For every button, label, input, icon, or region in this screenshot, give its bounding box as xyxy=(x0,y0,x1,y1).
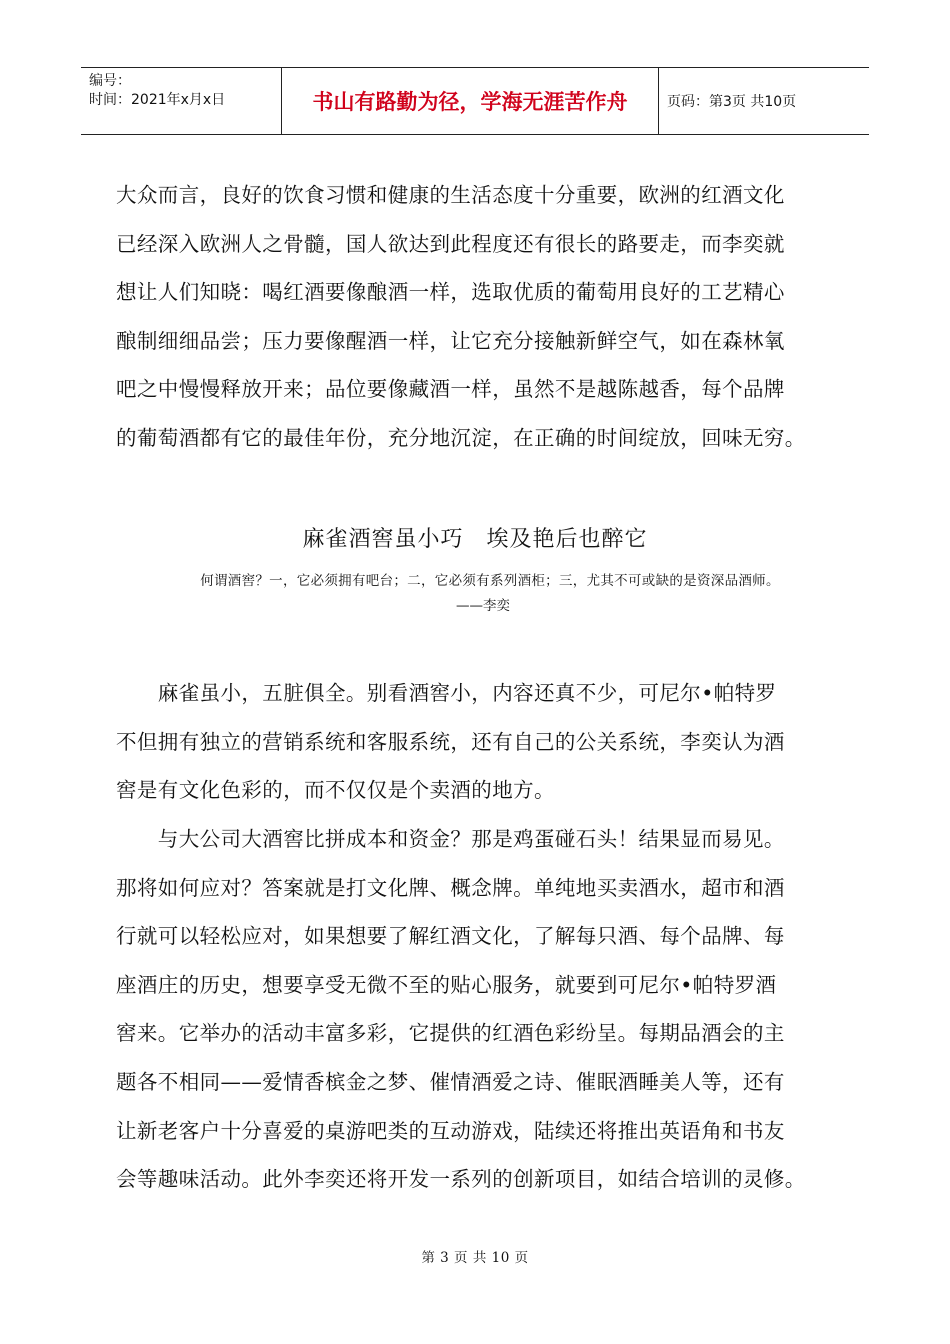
text-line: 题各不相同——爱情香槟金之梦、催情酒爱之诗、催眠酒睡美人等，还有 xyxy=(116,1069,785,1094)
text-line: 与大公司大酒窖比拼成本和资金？那是鸡蛋碰石头！结果显而易见。 xyxy=(116,827,785,851)
text-line: 会等趣味活动。此外李奕还将开发一系列的创新项目，如结合培训的灵修。 xyxy=(116,1167,806,1192)
header-meta-cell xyxy=(81,68,282,134)
text-line: 的葡萄酒都有它的最佳年份，充分地沉淀，在正确的时间绽放，回味无穷。 xyxy=(116,425,806,450)
header-motto: 书山有路勤为径，学海无涯苦作舟 xyxy=(282,68,659,134)
page-footer: 第 3 页 共 10 页 xyxy=(421,1250,529,1266)
section-quote-author: ——李奕 xyxy=(456,598,510,614)
header-page-indicator: 页码：第3页 共10页 xyxy=(667,94,797,110)
document-date-label: 时间：2021年x月x日 xyxy=(89,92,226,108)
text-line: 让新老客户十分喜爱的桌游吧类的互动游戏，陆续还将推出英语角和书友 xyxy=(116,1118,785,1143)
paragraph-culture-strategy xyxy=(116,815,846,1204)
text-line: 大众而言，良好的饮食习惯和健康的生活态度十分重要，欧洲的红酒文化 xyxy=(116,183,785,207)
text-line: 吧之中慢慢释放开来；品位要像藏酒一样，虽然不是越陈越香，每个品牌 xyxy=(116,377,785,402)
paragraph-small-cellar xyxy=(116,669,846,815)
text-line: 窖是有文化色彩的，而不仅仅是个卖酒的地方。 xyxy=(116,778,555,803)
text-line: 行就可以轻松应对，如果想要了解红酒文化，了解每只酒、每个品牌、每 xyxy=(116,924,785,949)
text-line: 那将如何应对？答案就是打文化牌、概念牌。单纯地买卖酒水，超市和酒 xyxy=(116,875,785,900)
text-line: 想让人们知晓：喝红酒要像酿酒一样，选取优质的葡萄用良好的工艺精心 xyxy=(116,280,785,305)
text-line: 座酒庄的历史，想要享受无微不至的贴心服务，就要到可尼尔•帕特罗酒 xyxy=(116,972,777,997)
text-line: 酿制细细品尝；压力要像醒酒一样，让它充分接触新鲜空气，如在森林氧 xyxy=(116,328,785,353)
section-quote: 何谓酒窖？一，它必须拥有吧台；二，它必须有系列酒柜；三，尤其不可或缺的是资深品酒师。 xyxy=(200,573,780,589)
document-header xyxy=(81,67,869,135)
section-title: 麻雀酒窖虽小巧 埃及艳后也醉它 xyxy=(302,527,648,552)
document-number-label: 编号： xyxy=(89,73,131,89)
text-line: 麻雀虽小，五脏俱全。别看酒窖小，内容还真不少，可尼尔•帕特罗 xyxy=(116,681,777,705)
text-line: 窖来。它举办的活动丰富多彩，它提供的红酒色彩纷呈。每期品酒会的主 xyxy=(116,1021,785,1046)
text-line: 不但拥有独立的营销系统和客服系统，还有自己的公关系统，李奕认为酒 xyxy=(116,729,785,754)
text-line: 已经深入欧洲人之骨髓，国人欲达到此程度还有很长的路要走，而李奕就 xyxy=(116,231,785,256)
paragraph-wine-culture xyxy=(116,171,846,463)
